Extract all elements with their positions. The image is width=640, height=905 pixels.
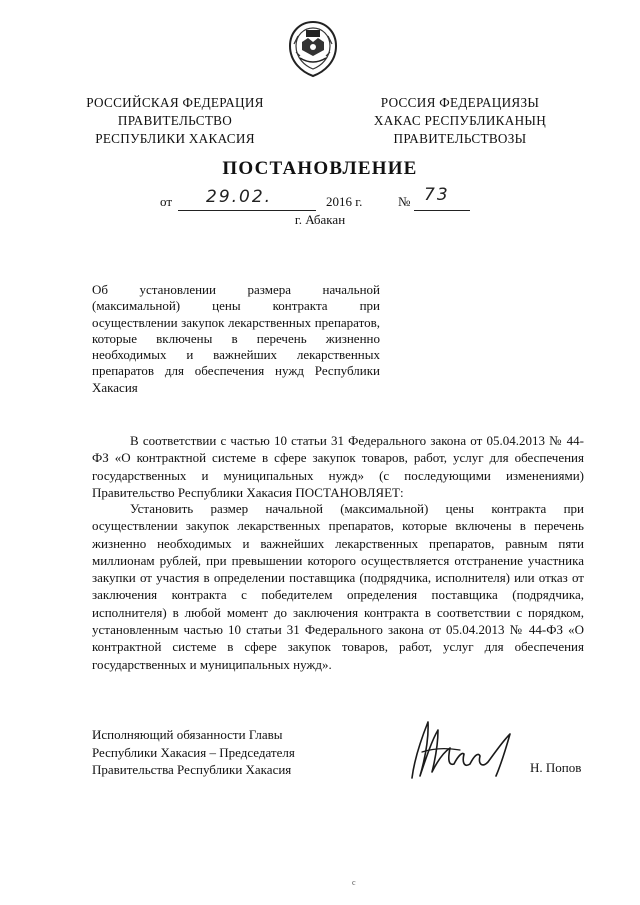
header-left-line-2: ПРАВИТЕЛЬСТВО (117, 113, 233, 128)
coat-of-arms-emblem (286, 20, 340, 78)
number-sign: № (398, 194, 411, 209)
header-left-line-3: РЕСПУБЛИКИ ХАКАСИЯ (95, 131, 255, 146)
header-right-line-1: РОССИЯ ФЕДЕРАЦИЯЗЫ (380, 95, 540, 110)
date-prefix: от (160, 194, 173, 209)
body-paragraph-2: Установить размер начальной (максимальной) цены контракта при осуществлении закупок лекарственных препаратов, которые включены в перечень жизненно необходимых и важнейших лекарственных препаратов, равным пяти миллионам рублей, при превышении которого осуществляется отстранение участника закупки от участия в определении поставщика (подрядчика, исполнителя) или отказ от заключения контракта с победителем определения поставщика (подрядчика, исполнителя) в любой момент до заключения контракта в соответствии с порядком, установленным частью 10 статьи 31 Федерального закона от 05.04.2013 № 44-ФЗ «О контрактной системе в сфере закупок товаров, работ, услуг для обеспечения государственных и муниципальных нужд». (92, 501, 584, 672)
date-underline (178, 210, 316, 211)
document-title: ПОСТАНОВЛЕНИЕ (222, 158, 418, 179)
signatory-position-line-1: Исполняющий обязанности Главы (92, 727, 283, 742)
signatory-position (92, 726, 295, 779)
header-left-block (70, 94, 280, 148)
header-left-line-1: РОССИЙСКАЯ ФЕДЕРАЦИЯ (86, 95, 264, 110)
signatory-name: Н. Попов (530, 760, 582, 775)
number-underline (414, 210, 470, 211)
document-subject: Об установлении размера начальной (максимальной) цены контракта при осуществлении закупок лекарственных препаратов, которые включены в перечень жизненно необходимых и важнейших лекарственных препаратов для обеспечения нужд Республики Хакасия (92, 282, 380, 395)
city-line: г. Абакан (294, 212, 346, 227)
header-right-line-3: ПРАВИТЕЛЬСТВОЗЫ (393, 131, 527, 146)
handwritten-signature (398, 712, 530, 784)
date-handwritten: 29.02. (206, 187, 273, 207)
header-right-line-2: ХАКАС РЕСПУБЛИКАНЫҢ (373, 113, 547, 128)
signatory-position-line-3: Правительства Республики Хакасия (92, 762, 292, 777)
body-paragraph-1: В соответствии с частью 10 статьи 31 Федерального закона от 05.04.2013 № 44-ФЗ «О контрактной системе в сфере закупок товаров, работ, услуг для обеспечения государственных и муниципальных нужд» (с последующими изменениями) Правительство Республики Хакасия ПОСТАНОВЛЯЕТ: (92, 433, 584, 500)
signatory-position-line-2: Республики Хакасия – Председателя (92, 744, 295, 760)
number-handwritten: 73 (424, 185, 450, 205)
header-right-block (355, 94, 565, 148)
page-mark: с (352, 878, 356, 887)
date-year: 2016 г. (326, 194, 363, 209)
